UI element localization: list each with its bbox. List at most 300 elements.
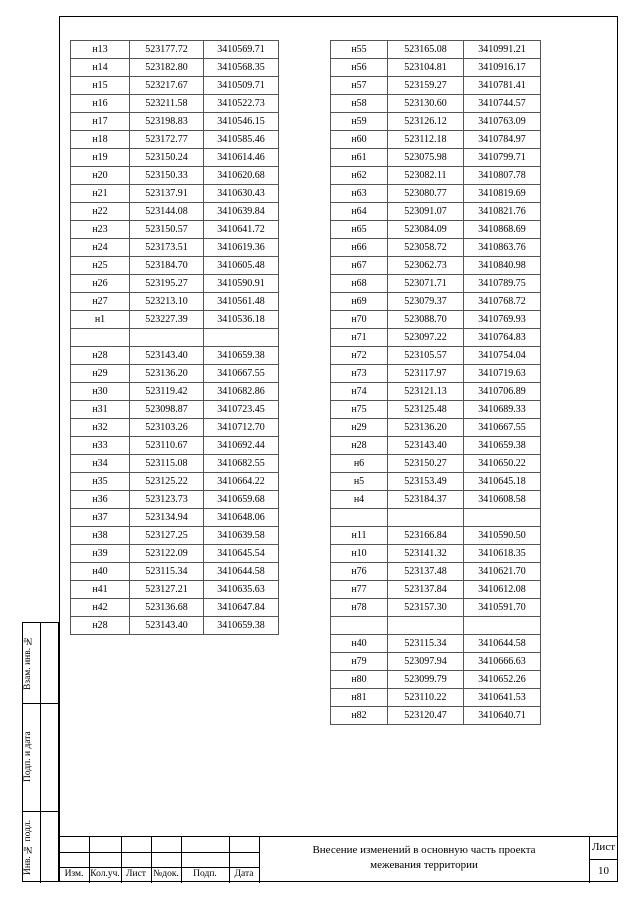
x-coordinate-cell: 523123.73: [130, 491, 204, 509]
point-name-cell: н61: [331, 149, 388, 167]
point-name-cell: н4: [331, 491, 388, 509]
point-name-cell: н73: [331, 365, 388, 383]
x-coordinate-cell: 523144.08: [130, 203, 204, 221]
table-row: [71, 275, 279, 293]
table-row: [71, 131, 279, 149]
y-coordinate-cell: 3410546.15: [204, 113, 279, 131]
x-coordinate-cell: 523166.84: [388, 527, 464, 545]
x-coordinate-cell: 523097.22: [388, 329, 464, 347]
table-row: [331, 95, 541, 113]
y-coordinate-cell: 3410784.97: [464, 131, 541, 149]
x-coordinate-cell: [130, 329, 204, 347]
point-name-cell: [331, 509, 388, 527]
point-name-cell: н6: [331, 455, 388, 473]
table-row: [331, 653, 541, 671]
x-coordinate-cell: 523110.67: [130, 437, 204, 455]
x-coordinate-cell: 523198.83: [130, 113, 204, 131]
x-coordinate-cell: 523079.37: [388, 293, 464, 311]
point-name-cell: н75: [331, 401, 388, 419]
point-name-cell: н29: [71, 365, 130, 383]
y-coordinate-cell: 3410630.43: [204, 185, 279, 203]
x-coordinate-cell: 523127.25: [130, 527, 204, 545]
table-row: [71, 41, 279, 59]
side-cell-inv: [23, 811, 41, 883]
table-row: [331, 455, 541, 473]
point-name-cell: н59: [331, 113, 388, 131]
col-list: Лист: [126, 869, 146, 879]
point-name-cell: н25: [71, 257, 130, 275]
table-row: [331, 491, 541, 509]
sheet-number: 10: [598, 865, 609, 877]
table-row: [71, 347, 279, 365]
y-coordinate-cell: 3410509.71: [204, 77, 279, 95]
x-coordinate-cell: 523115.34: [388, 635, 464, 653]
point-name-cell: н71: [331, 329, 388, 347]
point-name-cell: н24: [71, 239, 130, 257]
table-row: [71, 59, 279, 77]
col-podp: Подп.: [193, 869, 217, 879]
point-name-cell: н1: [71, 311, 130, 329]
y-coordinate-cell: 3410659.38: [204, 617, 279, 635]
x-coordinate-cell: 523143.40: [388, 437, 464, 455]
y-coordinate-cell: 3410659.38: [464, 437, 541, 455]
x-coordinate-cell: 523150.24: [130, 149, 204, 167]
point-name-cell: н27: [71, 293, 130, 311]
table-row: [331, 185, 541, 203]
y-coordinate-cell: 3410769.93: [464, 311, 541, 329]
point-name-cell: н70: [331, 311, 388, 329]
point-name-cell: н19: [71, 149, 130, 167]
table-row: [331, 365, 541, 383]
table-row: [331, 437, 541, 455]
side-stamp: [22, 622, 59, 882]
point-name-cell: н30: [71, 383, 130, 401]
table-row: [331, 41, 541, 59]
y-coordinate-cell: 3410667.55: [464, 419, 541, 437]
point-name-cell: н14: [71, 59, 130, 77]
point-name-cell: н28: [71, 617, 130, 635]
table-row: [71, 95, 279, 113]
table-row: [331, 149, 541, 167]
table-row: [331, 599, 541, 617]
point-name-cell: [71, 329, 130, 347]
x-coordinate-cell: 523184.37: [388, 491, 464, 509]
point-name-cell: н68: [331, 275, 388, 293]
table-row: [331, 311, 541, 329]
coordinates-table-left: [70, 40, 279, 635]
x-coordinate-cell: 523177.72: [130, 41, 204, 59]
table-row: [331, 329, 541, 347]
point-name-cell: н23: [71, 221, 130, 239]
table-row: [331, 167, 541, 185]
point-name-cell: н80: [331, 671, 388, 689]
x-coordinate-cell: 523104.81: [388, 59, 464, 77]
x-coordinate-cell: 523120.47: [388, 707, 464, 725]
point-name-cell: н34: [71, 455, 130, 473]
y-coordinate-cell: 3410916.17: [464, 59, 541, 77]
x-coordinate-cell: 523075.98: [388, 149, 464, 167]
table-row: [331, 635, 541, 653]
table-row: [331, 689, 541, 707]
x-coordinate-cell: 523157.30: [388, 599, 464, 617]
y-coordinate-cell: 3410706.89: [464, 383, 541, 401]
x-coordinate-cell: 523121.13: [388, 383, 464, 401]
table-row: [71, 77, 279, 95]
point-name-cell: н81: [331, 689, 388, 707]
y-coordinate-cell: 3410666.63: [464, 653, 541, 671]
point-name-cell: н28: [331, 437, 388, 455]
x-coordinate-cell: 523227.39: [130, 311, 204, 329]
table-row: [71, 311, 279, 329]
x-coordinate-cell: 523103.26: [130, 419, 204, 437]
y-coordinate-cell: 3410840.98: [464, 257, 541, 275]
y-coordinate-cell: 3410682.86: [204, 383, 279, 401]
y-coordinate-cell: 3410644.58: [464, 635, 541, 653]
x-coordinate-cell: 523062.73: [388, 257, 464, 275]
y-coordinate-cell: 3410863.76: [464, 239, 541, 257]
table-row: [71, 599, 279, 617]
x-coordinate-cell: 523091.07: [388, 203, 464, 221]
x-coordinate-cell: 523195.27: [130, 275, 204, 293]
point-name-cell: н37: [71, 509, 130, 527]
y-coordinate-cell: 3410754.04: [464, 347, 541, 365]
x-coordinate-cell: [388, 509, 464, 527]
y-coordinate-cell: [464, 617, 541, 635]
col-izm: Изм.: [64, 869, 84, 879]
point-name-cell: н65: [331, 221, 388, 239]
y-coordinate-cell: 3410635.63: [204, 581, 279, 599]
y-coordinate-cell: 3410561.48: [204, 293, 279, 311]
table-row: [71, 473, 279, 491]
y-coordinate-cell: 3410620.68: [204, 167, 279, 185]
table-row: [331, 707, 541, 725]
table-row: [71, 149, 279, 167]
y-coordinate-cell: 3410648.06: [204, 509, 279, 527]
y-coordinate-cell: 3410719.63: [464, 365, 541, 383]
y-coordinate-cell: 3410608.58: [464, 491, 541, 509]
x-coordinate-cell: 523122.09: [130, 545, 204, 563]
y-coordinate-cell: 3410664.22: [204, 473, 279, 491]
y-coordinate-cell: 3410868.69: [464, 221, 541, 239]
y-coordinate-cell: 3410618.35: [464, 545, 541, 563]
y-coordinate-cell: 3410621.70: [464, 563, 541, 581]
x-coordinate-cell: 523115.34: [130, 563, 204, 581]
x-coordinate-cell: 523098.87: [130, 401, 204, 419]
x-coordinate-cell: 523084.09: [388, 221, 464, 239]
point-name-cell: н15: [71, 77, 130, 95]
x-coordinate-cell: 523137.84: [388, 581, 464, 599]
y-coordinate-cell: 3410568.35: [204, 59, 279, 77]
y-coordinate-cell: 3410652.26: [464, 671, 541, 689]
table-row: [331, 257, 541, 275]
y-coordinate-cell: 3410619.36: [204, 239, 279, 257]
table-row: [331, 131, 541, 149]
table-row: [71, 221, 279, 239]
point-name-cell: н60: [331, 131, 388, 149]
x-coordinate-cell: 523143.40: [130, 617, 204, 635]
document-title-line2: межевания территории: [370, 859, 478, 871]
x-coordinate-cell: 523105.57: [388, 347, 464, 365]
point-name-cell: н40: [331, 635, 388, 653]
table-row: [331, 275, 541, 293]
x-coordinate-cell: 523112.18: [388, 131, 464, 149]
point-name-cell: н22: [71, 203, 130, 221]
y-coordinate-cell: 3410764.83: [464, 329, 541, 347]
y-coordinate-cell: 3410659.38: [204, 347, 279, 365]
point-name-cell: н56: [331, 59, 388, 77]
table-row: [71, 545, 279, 563]
table-row: [331, 383, 541, 401]
side-label-vzam: Взам. инв. №: [23, 635, 33, 691]
x-coordinate-cell: 523165.08: [388, 41, 464, 59]
y-coordinate-cell: 3410614.46: [204, 149, 279, 167]
table-row: [71, 563, 279, 581]
point-name-cell: н69: [331, 293, 388, 311]
table-row: [71, 239, 279, 257]
table-row: [331, 419, 541, 437]
table-row: [331, 203, 541, 221]
y-coordinate-cell: 3410590.91: [204, 275, 279, 293]
point-name-cell: н13: [71, 41, 130, 59]
side-label-inv: Инв. № подл.: [23, 819, 33, 875]
x-coordinate-cell: 523150.57: [130, 221, 204, 239]
x-coordinate-cell: [388, 617, 464, 635]
y-coordinate-cell: 3410723.45: [204, 401, 279, 419]
y-coordinate-cell: 3410744.57: [464, 95, 541, 113]
y-coordinate-cell: 3410819.69: [464, 185, 541, 203]
x-coordinate-cell: 523088.70: [388, 311, 464, 329]
y-coordinate-cell: 3410640.71: [464, 707, 541, 725]
point-name-cell: н26: [71, 275, 130, 293]
table-row: [71, 113, 279, 131]
point-name-cell: н21: [71, 185, 130, 203]
x-coordinate-cell: 523159.27: [388, 77, 464, 95]
y-coordinate-cell: 3410644.58: [204, 563, 279, 581]
table-row: [331, 617, 541, 635]
point-name-cell: н33: [71, 437, 130, 455]
table-row: [331, 77, 541, 95]
table-row: [331, 221, 541, 239]
point-name-cell: н42: [71, 599, 130, 617]
x-coordinate-cell: 523082.11: [388, 167, 464, 185]
point-name-cell: н72: [331, 347, 388, 365]
x-coordinate-cell: 523136.20: [388, 419, 464, 437]
table-row: [71, 509, 279, 527]
table-row: [71, 365, 279, 383]
table-row: [71, 167, 279, 185]
x-coordinate-cell: 523213.10: [130, 293, 204, 311]
point-name-cell: н32: [71, 419, 130, 437]
point-name-cell: н41: [71, 581, 130, 599]
coordinates-table-right: [330, 40, 541, 725]
y-coordinate-cell: 3410768.72: [464, 293, 541, 311]
point-name-cell: н67: [331, 257, 388, 275]
table-row: [331, 473, 541, 491]
point-name-cell: н16: [71, 95, 130, 113]
y-coordinate-cell: 3410682.55: [204, 455, 279, 473]
x-coordinate-cell: 523097.94: [388, 653, 464, 671]
x-coordinate-cell: 523117.97: [388, 365, 464, 383]
sheet-label: Лист: [591, 841, 616, 853]
table-row: [331, 113, 541, 131]
point-name-cell: н76: [331, 563, 388, 581]
y-coordinate-cell: 3410650.22: [464, 455, 541, 473]
x-coordinate-cell: 523125.48: [388, 401, 464, 419]
point-name-cell: н11: [331, 527, 388, 545]
table-row: [71, 581, 279, 599]
point-name-cell: н58: [331, 95, 388, 113]
x-coordinate-cell: 523126.12: [388, 113, 464, 131]
point-name-cell: н77: [331, 581, 388, 599]
x-coordinate-cell: 523136.20: [130, 365, 204, 383]
point-name-cell: н57: [331, 77, 388, 95]
y-coordinate-cell: 3410763.09: [464, 113, 541, 131]
x-coordinate-cell: 523182.80: [130, 59, 204, 77]
y-coordinate-cell: 3410590.50: [464, 527, 541, 545]
col-data: Дата: [234, 869, 254, 879]
table-row: [331, 59, 541, 77]
table-row: [331, 563, 541, 581]
y-coordinate-cell: [204, 329, 279, 347]
x-coordinate-cell: 523217.67: [130, 77, 204, 95]
table-row: [71, 383, 279, 401]
point-name-cell: н39: [71, 545, 130, 563]
x-coordinate-cell: 523071.71: [388, 275, 464, 293]
point-name-cell: н74: [331, 383, 388, 401]
y-coordinate-cell: 3410569.71: [204, 41, 279, 59]
table-row: [71, 203, 279, 221]
document-title-line1: Внесение изменений в основную часть проекта: [312, 844, 536, 856]
x-coordinate-cell: 523127.21: [130, 581, 204, 599]
point-name-cell: [331, 617, 388, 635]
point-name-cell: н35: [71, 473, 130, 491]
table-row: [71, 527, 279, 545]
table-row: [71, 491, 279, 509]
y-coordinate-cell: 3410645.54: [204, 545, 279, 563]
point-name-cell: н18: [71, 131, 130, 149]
point-name-cell: н5: [331, 473, 388, 491]
point-name-cell: н17: [71, 113, 130, 131]
y-coordinate-cell: 3410639.58: [204, 527, 279, 545]
table-row: [331, 239, 541, 257]
col-kol-uch: Кол.уч.: [90, 869, 120, 879]
x-coordinate-cell: 523143.40: [130, 347, 204, 365]
y-coordinate-cell: 3410821.76: [464, 203, 541, 221]
table-row: [71, 455, 279, 473]
point-name-cell: н20: [71, 167, 130, 185]
x-coordinate-cell: 523134.94: [130, 509, 204, 527]
side-label-podp: Подп. и дата: [23, 731, 33, 783]
y-coordinate-cell: 3410641.72: [204, 221, 279, 239]
x-coordinate-cell: 523141.32: [388, 545, 464, 563]
point-name-cell: н36: [71, 491, 130, 509]
y-coordinate-cell: 3410605.48: [204, 257, 279, 275]
table-row: [331, 545, 541, 563]
y-coordinate-cell: 3410799.71: [464, 149, 541, 167]
point-name-cell: н66: [331, 239, 388, 257]
side-cell-podp: [23, 703, 41, 811]
point-name-cell: н55: [331, 41, 388, 59]
x-coordinate-cell: 523080.77: [388, 185, 464, 203]
x-coordinate-cell: 523137.48: [388, 563, 464, 581]
table-row: [71, 419, 279, 437]
col-ndok: №док.: [153, 869, 179, 879]
y-coordinate-cell: 3410612.08: [464, 581, 541, 599]
y-coordinate-cell: 3410585.46: [204, 131, 279, 149]
x-coordinate-cell: 523184.70: [130, 257, 204, 275]
x-coordinate-cell: 523211.58: [130, 95, 204, 113]
point-name-cell: н38: [71, 527, 130, 545]
table-row: [71, 617, 279, 635]
table-row: [71, 293, 279, 311]
x-coordinate-cell: 523150.33: [130, 167, 204, 185]
point-name-cell: н82: [331, 707, 388, 725]
point-name-cell: н10: [331, 545, 388, 563]
point-name-cell: н40: [71, 563, 130, 581]
x-coordinate-cell: 523110.22: [388, 689, 464, 707]
table-row: [71, 257, 279, 275]
point-name-cell: н28: [71, 347, 130, 365]
x-coordinate-cell: 523173.51: [130, 239, 204, 257]
table-row: [71, 401, 279, 419]
document-title: [259, 843, 589, 873]
point-name-cell: н62: [331, 167, 388, 185]
x-coordinate-cell: 523172.77: [130, 131, 204, 149]
table-row: [331, 581, 541, 599]
y-coordinate-cell: 3410536.18: [204, 311, 279, 329]
x-coordinate-cell: 523115.08: [130, 455, 204, 473]
y-coordinate-cell: 3410659.68: [204, 491, 279, 509]
table-row: [331, 401, 541, 419]
table-row: [331, 509, 541, 527]
y-coordinate-cell: 3410591.70: [464, 599, 541, 617]
point-name-cell: н63: [331, 185, 388, 203]
y-coordinate-cell: 3410645.18: [464, 473, 541, 491]
x-coordinate-cell: 523058.72: [388, 239, 464, 257]
y-coordinate-cell: 3410789.75: [464, 275, 541, 293]
y-coordinate-cell: 3410639.84: [204, 203, 279, 221]
x-coordinate-cell: 523125.22: [130, 473, 204, 491]
x-coordinate-cell: 523130.60: [388, 95, 464, 113]
table-row: [331, 347, 541, 365]
y-coordinate-cell: 3410712.70: [204, 419, 279, 437]
y-coordinate-cell: [464, 509, 541, 527]
table-row: [71, 185, 279, 203]
table-row: [331, 671, 541, 689]
x-coordinate-cell: 523119.42: [130, 383, 204, 401]
y-coordinate-cell: 3410689.33: [464, 401, 541, 419]
side-cell-vzam: [23, 623, 41, 703]
title-block: [59, 836, 618, 882]
point-name-cell: н78: [331, 599, 388, 617]
x-coordinate-cell: 523150.27: [388, 455, 464, 473]
y-coordinate-cell: 3410522.73: [204, 95, 279, 113]
point-name-cell: н29: [331, 419, 388, 437]
y-coordinate-cell: 3410647.84: [204, 599, 279, 617]
x-coordinate-cell: 523136.68: [130, 599, 204, 617]
table-row: [71, 329, 279, 347]
x-coordinate-cell: 523153.49: [388, 473, 464, 491]
point-name-cell: н64: [331, 203, 388, 221]
point-name-cell: н79: [331, 653, 388, 671]
y-coordinate-cell: 3410641.53: [464, 689, 541, 707]
y-coordinate-cell: 3410667.55: [204, 365, 279, 383]
y-coordinate-cell: 3410781.41: [464, 77, 541, 95]
table-row: [71, 437, 279, 455]
table-row: [331, 527, 541, 545]
y-coordinate-cell: 3410692.44: [204, 437, 279, 455]
x-coordinate-cell: 523137.91: [130, 185, 204, 203]
